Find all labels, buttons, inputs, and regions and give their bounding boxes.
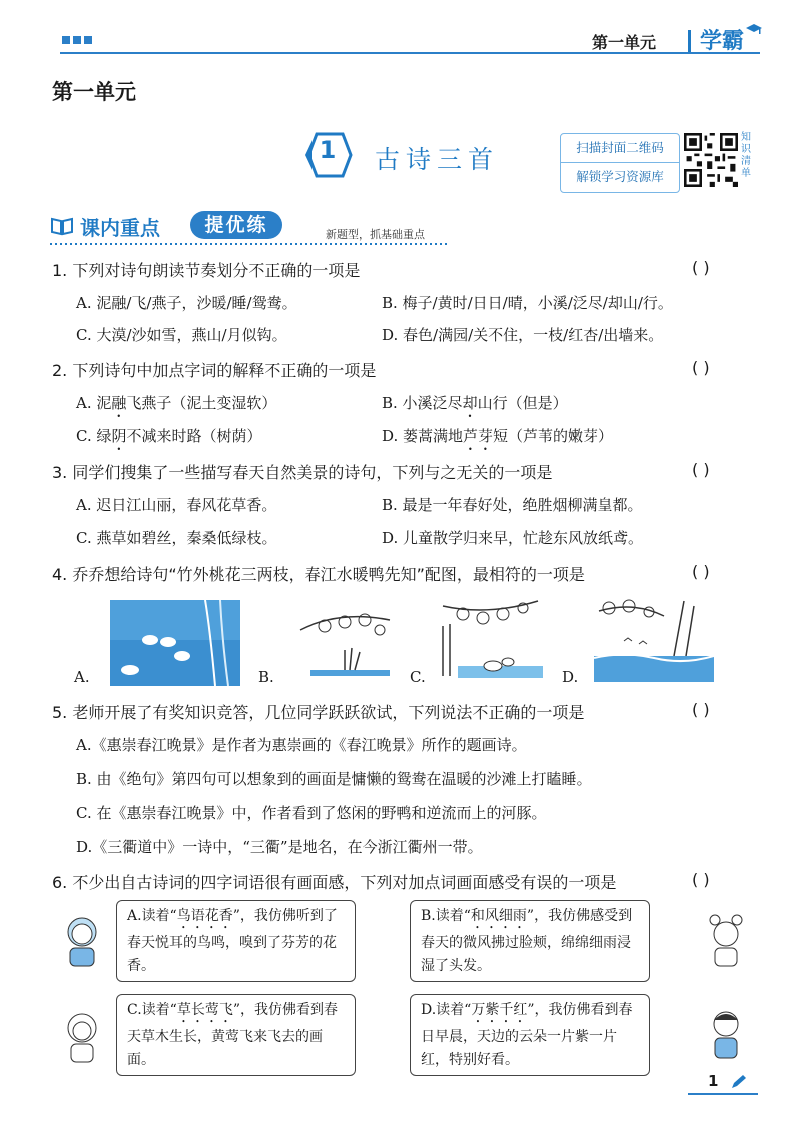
q5-option-c: C. 在《惠崇春江晚景》中，作者看到了悠闲的野鸭和逆流而上的河豚。 xyxy=(76,804,547,822)
q4-option-b-label: B. xyxy=(258,668,274,686)
section-title: 课内重点 xyxy=(80,216,160,240)
q6-answer-blank[interactable]: ( ) xyxy=(692,870,710,889)
section-note: 新题型，抓基础重点 xyxy=(326,228,425,241)
knowledge-list-label: 知识清单 xyxy=(741,132,751,179)
section-badge: 提优练 xyxy=(190,211,282,239)
lesson-title: 古诗三首 xyxy=(375,145,500,174)
q4-option-d-image[interactable] xyxy=(594,596,714,686)
q2-option-d: D. 蒌蒿满地芦芽短（芦苇的嫩芽） xyxy=(382,427,614,445)
q2-option-c: C. 绿阴不减来时路（树荫） xyxy=(76,427,262,445)
q5-option-b: B. 由《绝句》第四句可以想象到的画面是慵懒的鸳鸯在温暖的沙滩上打瞌睡。 xyxy=(76,770,592,788)
girl-with-buns-avatar-icon xyxy=(706,912,746,968)
q5-stem: 5. 老师开展了有奖知识竞答，几位同学跃跃欲试，下列说法不正确的一项是 xyxy=(52,703,585,722)
scan-line-1: 扫描封面二维码 xyxy=(561,134,679,163)
q1-stem: 1. 下列对诗句朗读节奏划分不正确的一项是 xyxy=(52,261,361,280)
footer-rule xyxy=(688,1093,758,1095)
q3-option-b: B. 最是一年春好处，绝胜烟柳满皇都。 xyxy=(382,496,643,514)
brand-divider xyxy=(688,30,691,52)
q4-option-b-image[interactable] xyxy=(290,600,400,686)
girl-avatar-icon xyxy=(62,912,102,968)
qr-code-icon[interactable] xyxy=(684,133,738,187)
q1-answer-blank[interactable]: ( ) xyxy=(692,258,710,277)
book-icon xyxy=(50,216,74,236)
q5-answer-blank[interactable]: ( ) xyxy=(692,700,710,719)
q4-option-d-label: D. xyxy=(562,668,579,686)
q1-option-d: D. 春色/满园/关不住，一枝/红杏/出墙来。 xyxy=(382,326,664,344)
q2-option-a: A. 泥融飞燕子（泥土变湿软） xyxy=(76,394,277,412)
lesson-number: 1 xyxy=(319,136,337,164)
girl-curly-avatar-icon xyxy=(62,1008,102,1064)
scan-qr-prompt xyxy=(560,133,680,193)
q1-option-a: A. 泥融/飞/燕子，沙暖/睡/鸳鸯。 xyxy=(76,294,297,312)
pencil-icon xyxy=(730,1074,748,1090)
unit-title: 第一单元 xyxy=(52,80,136,104)
q2-answer-blank[interactable]: ( ) xyxy=(692,358,710,377)
q1-option-b: B. 梅子/黄时/日日/晴，小溪/泛尽/却山/行。 xyxy=(382,294,673,312)
q2-option-b: B. 小溪泛尽却山行（但是） xyxy=(382,394,568,412)
q3-option-c: C. 燕草如碧丝，秦桑低绿枝。 xyxy=(76,529,277,547)
header-decoration xyxy=(62,36,92,44)
q6-bubble-d: D.读着“万紫千红”，我仿佛看到春日早晨，天边的云朵一片紫一片红，特别好看。 xyxy=(410,994,650,1076)
q4-stem: 4. 乔乔想给诗句“竹外桃花三两枝，春江水暖鸭先知”配图，最相符的一项是 xyxy=(52,565,585,584)
q5-option-a: A.《惠崇春江晚景》是作者为惠崇画的《春江晚景》所作的题画诗。 xyxy=(76,736,527,754)
q3-answer-blank[interactable]: ( ) xyxy=(692,460,710,479)
q1-option-c: C. 大漠/沙如雪，燕山/月似钩。 xyxy=(76,326,287,344)
scan-line-2: 解锁学习资源库 xyxy=(576,169,664,184)
q4-option-c-image[interactable] xyxy=(438,596,548,686)
q6-bubble-c: C.读着“草长莺飞”，我仿佛看到春天草木生长，黄莺飞来飞去的画面。 xyxy=(116,994,356,1076)
header-unit-label: 第一单元 xyxy=(592,33,657,52)
q3-option-d: D. 儿童散学归来早，忙趁东风放纸鸢。 xyxy=(382,529,644,547)
q4-option-c-label: C. xyxy=(410,668,426,686)
q6-bubble-b: B.读着“和风细雨”，我仿佛感受到春天的微风拂过脸颊，绵绵细雨浸湿了头发。 xyxy=(410,900,650,982)
q2-stem: 2. 下列诗句中加点字词的解释不正确的一项是 xyxy=(52,361,377,380)
q3-option-a: A. 迟日江山丽，春风花草香。 xyxy=(76,496,277,514)
section-dotted-rule xyxy=(50,241,450,247)
q3-stem: 3. 同学们搜集了一些描写春天自然美景的诗句，下列与之无关的一项是 xyxy=(52,463,553,482)
boy-avatar-icon xyxy=(706,1004,746,1060)
q4-option-a-label: A. xyxy=(74,668,90,686)
q5-option-d: D.《三衢道中》一诗中，“三衢”是地名，在今浙江衢州一带。 xyxy=(76,838,483,856)
q6-stem: 6. 不少出自古诗词的四字词语很有画面感，下列对加点词画面感受有误的一项是 xyxy=(52,873,617,892)
page-number: 1 xyxy=(708,1072,719,1090)
brand-logo: 学霸 xyxy=(700,29,745,54)
q4-option-a-image[interactable] xyxy=(110,600,240,686)
graduation-cap-icon xyxy=(746,22,762,38)
q4-answer-blank[interactable]: ( ) xyxy=(692,562,710,581)
q6-bubble-a: A.读着“鸟语花香”，我仿佛听到了春天悦耳的鸟鸣，嗅到了芬芳的花香。 xyxy=(116,900,356,982)
